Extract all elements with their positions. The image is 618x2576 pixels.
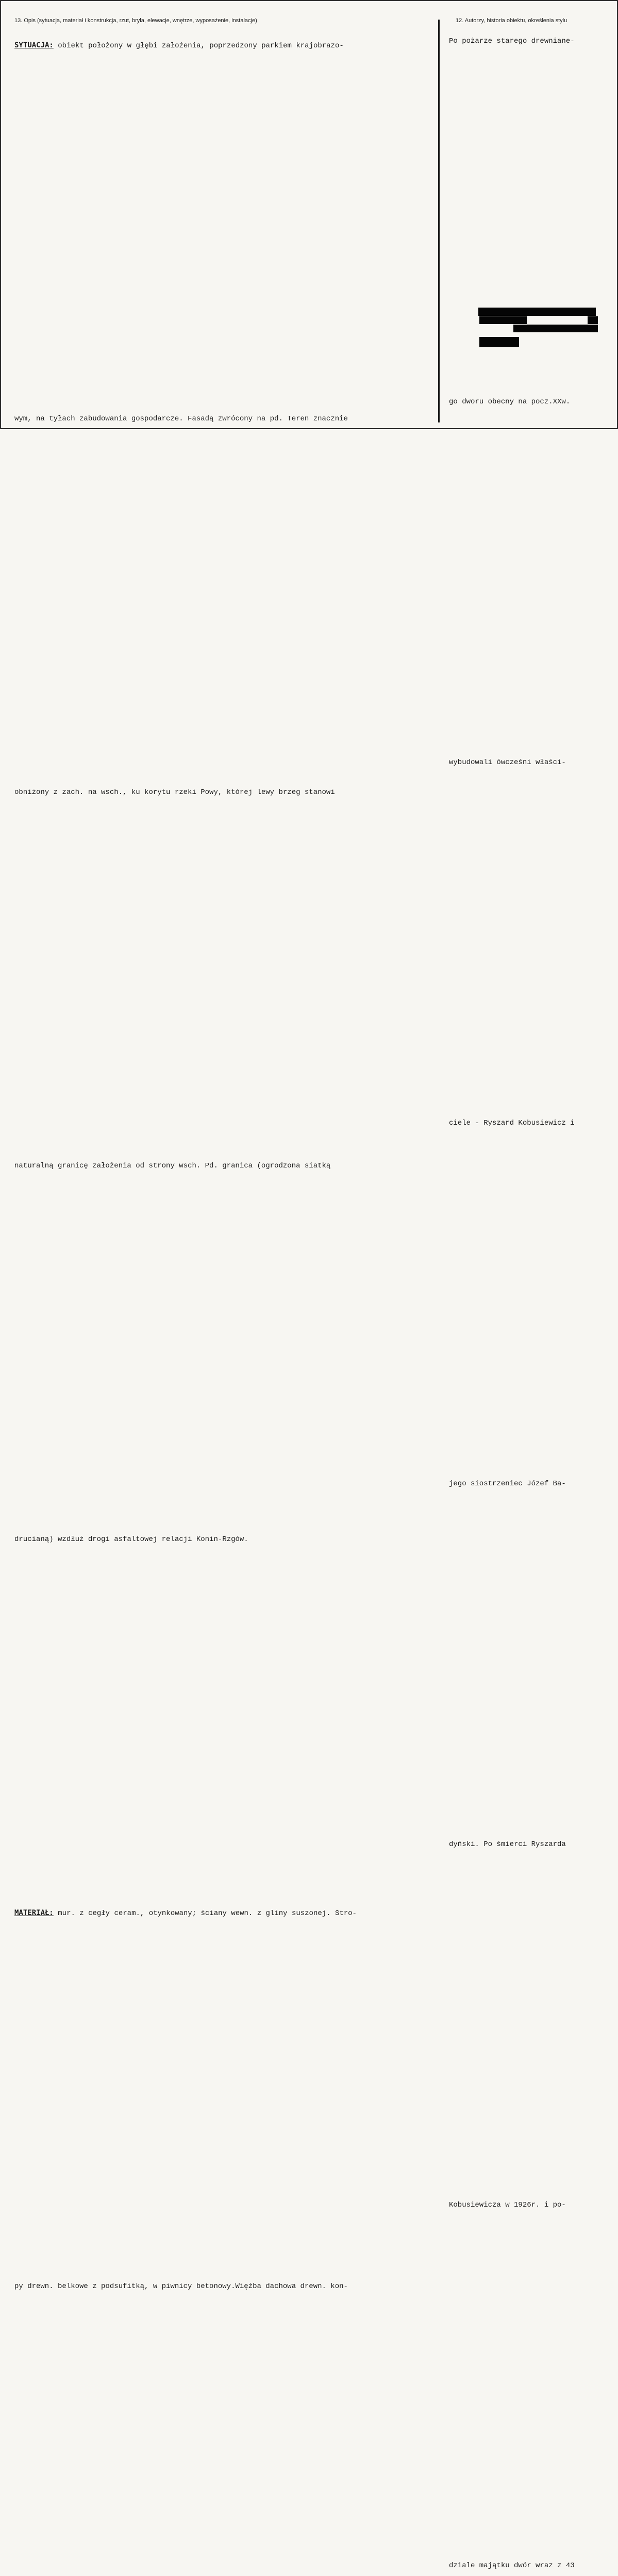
redaction-bar <box>588 316 598 324</box>
description-text-run: drucianą) wzdłuż drogi asfaltowej relacji Konin-Rzgów. <box>14 1535 248 1544</box>
description-text-run: mur. z cegły ceram., otynkowany; ściany wewn. z gliny suszonej. Stro- <box>53 1909 357 1918</box>
history-line: dyński. Po śmierci Ryszarda <box>449 1840 566 1849</box>
description-text-run: obniżony z zach. na wsch., ku korytu rzeki Powy, której lewy brzeg stanowi <box>14 788 335 796</box>
history-line: jego siostrzeniec Józef Ba- <box>449 1480 566 1488</box>
page-border-top <box>0 0 618 1</box>
description-line <box>14 1162 422 1535</box>
column-divider <box>438 20 440 422</box>
redaction-bar <box>479 337 519 347</box>
history-line: Kobusiewicza w 1926r. i po- <box>449 2201 566 2209</box>
history-line: go dworu obecny na pocz.XXw. <box>449 398 571 406</box>
description-text-run: obiekt położony w głębi założenia, poprzedzony parkiem krajobrazo- <box>53 42 344 50</box>
description-line <box>14 1909 422 2282</box>
description-text-run: wym, na tyłach zabudowania gospodarcze. Fasadą zwrócony na pd. Teren znacznie <box>14 415 348 423</box>
redaction-bar <box>513 325 598 332</box>
description-section-header: 13. Opis (sytuacja, materiał i konstrukcja, rzut, bryła, elewacje, wnętrze, wyposażenie, instalacje) <box>14 18 257 24</box>
history-section-header: 12. Autorzy, historia obiektu, określenia stylu <box>456 18 567 24</box>
section-keyword: MATERIAŁ: <box>14 1909 54 1917</box>
history-line: dziale majątku dwór wraz z 43 <box>449 2562 575 2570</box>
description-text <box>14 41 422 2291</box>
history-text <box>449 37 604 2570</box>
page-border-left <box>0 0 1 429</box>
redaction-bar <box>479 316 527 324</box>
history-line: wybudowali ówcześni właści- <box>449 758 566 767</box>
description-line <box>14 415 422 788</box>
description-line <box>14 41 422 415</box>
description-line <box>14 2282 422 2576</box>
history-line: Po pożarze starego drewniane- <box>449 37 575 45</box>
redaction-bar <box>478 308 596 316</box>
description-text-run: py drewn. belkowe z podsufitką, w piwnicy betonowy.Więźba dachowa drewn. kon- <box>14 2282 348 2291</box>
description-text-run: naturalną granicę założenia od strony wsch. Pd. granica (ogrodzona siatką <box>14 1162 331 1170</box>
history-line: ciele - Ryszard Kobusiewicz i <box>449 1119 575 1127</box>
description-line <box>14 1535 422 1909</box>
section-keyword: SYTUACJA: <box>14 41 54 49</box>
description-line <box>14 788 422 1162</box>
